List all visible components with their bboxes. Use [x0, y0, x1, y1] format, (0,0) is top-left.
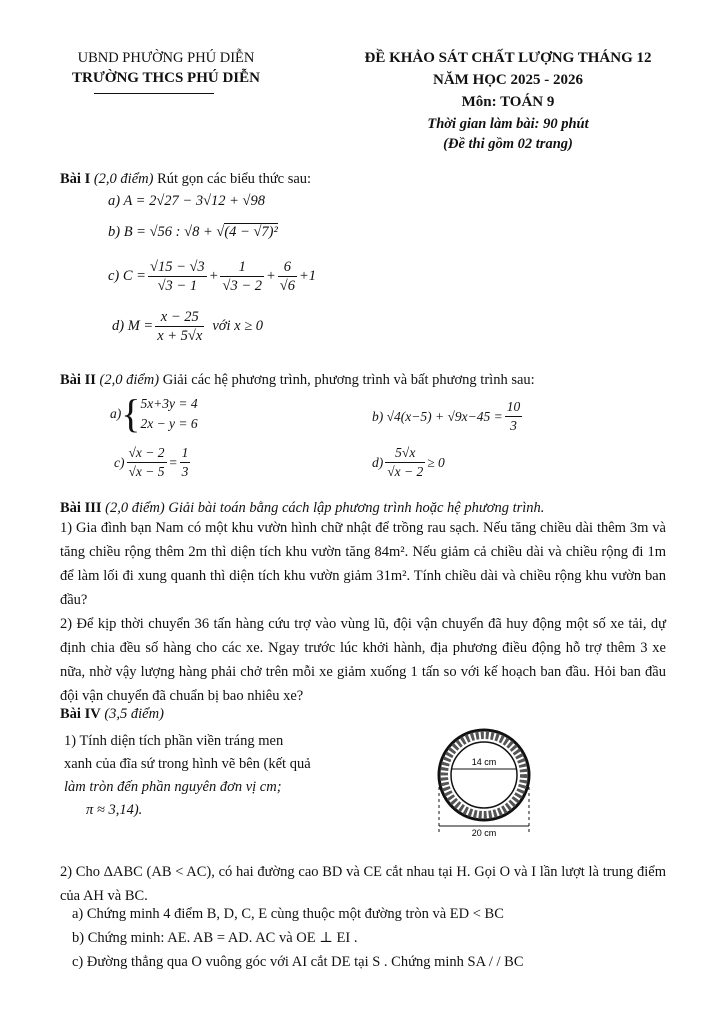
bai4-qa: a) Chứng minh 4 điểm B, D, C, E cùng thuộc một đường tròn và ED < BC: [72, 906, 504, 922]
bai1-b: b) B = √56 : √8 + √(4 − √7)²: [108, 224, 278, 240]
bai3-p1: 1) Gia đình bạn Nam có một khu vườn hình chữ nhật để trồng rau sạch. Nếu tăng chiều dài thêm 3m và tăng chiều rộng thêm 2m thì diện tích khu vườn tăng 84m². Nếu giảm cả chiều dài và chiều rộng đi 1m để làm lối đi xung quanh thì diện tích khu vườn giảm 31m². Tính chiều dài và chiều rộng khu vườn ban đầu?: [60, 520, 666, 608]
bai2-b: b) √4(x−5) + √9x−45 = $\frac{10}{3}$: [372, 399, 521, 433]
bai4-heading: Bài IV (3,5 điểm): [60, 706, 164, 722]
bai1-c: c) C = $\frac{√15 - √3}{√3 - 1}$ + $\frac{1}{√3 - 2}$ + $\frac{6}{√6}$ +1: [108, 259, 317, 294]
department-name: UBND PHƯỜNG PHÚ DIỄN: [77, 50, 255, 66]
exam-time: Thời gian làm bài: 90 phút: [427, 116, 589, 132]
bai1-a: a) A = 2√27 − 3√12 + √98: [108, 193, 266, 209]
plate-inner-circle: [451, 742, 517, 808]
subject: Môn: TOÁN 9: [461, 94, 555, 110]
bai1-heading: Bài I (2,0 điểm) Rút gọn các biểu thức sau:: [60, 171, 312, 187]
school-year: NĂM HỌC 2025 - 2026: [433, 72, 583, 88]
bai3-heading: Bài III (2,0 điểm) Giải bài toán bằng cách lập phương trình hoặc hệ phương trình.: [60, 500, 545, 516]
inner-diameter-label: 14 cm: [471, 757, 497, 767]
exam-title: ĐỀ KHẢO SÁT CHẤT LƯỢNG THÁNG 12: [364, 50, 652, 66]
bai2-heading: Bài II (2,0 điểm) Giải các hệ phương trình, phương trình và bất phương trình sau:: [60, 372, 535, 388]
bai2-d: d) $\frac{5√x}{√x - 2}$ ≥ 0: [372, 445, 445, 479]
bai4-qb: b) Chứng minh: AE. AB = AD. AC và OE ⊥ EI .: [72, 930, 358, 946]
bai4-qc: c) Đường thẳng qua O vuông góc với AI cắt DE tại S . Chứng minh SA / / BC: [72, 954, 524, 970]
header-underline: [94, 93, 214, 94]
bai4-q2: 2) Cho ΔABC (AB < AC), có hai đường cao BD và CE cắt nhau tại H. Gọi O và I lần lượt là trung điểm của AH và BC.: [60, 864, 666, 904]
school-name: TRƯỜNG THCS PHÚ DIỄN: [72, 70, 260, 86]
bai2-c: c) $\frac{√x - 2}{√x - 5}$ = $\frac{1}{3}$: [114, 445, 189, 479]
bai2-a: a) { 5x+3y = 4 2x − y = 6: [110, 391, 198, 436]
bai4-q1: 1) Tính diện tích phần viền tráng men xanh của đĩa sứ trong hình vẽ bên (kết quả làm tròn đến phần nguyên đơn vị cm; π ≈ 3,14).: [64, 733, 311, 818]
bai3-p2: 2) Để kịp thời chuyển 36 tấn hàng cứu trợ vào vùng lũ, đội vận chuyển đã huy động một số xe tải, dự định chia đều số hàng cho các xe. Ngay trước lúc khởi hành, địa phương điều động hỗ trợ thêm 3 xe nữa, nhờ vậy lượng hàng phải chở trên mỗi xe giảm xuống 1 tấn so với kế hoạch ban đầu. Hỏi ban đầu đội vận chuyển đã chuẩn bị bao nhiêu xe?: [60, 616, 666, 704]
plate-figure: [430, 720, 550, 845]
outer-diameter-label: 20 cm: [471, 828, 497, 838]
bai1-d: d) M = $\frac{x - 25}{x + 5√x}$ với x ≥ 0: [112, 309, 264, 344]
page-count: (Đề thi gồm 02 trang): [443, 136, 573, 152]
